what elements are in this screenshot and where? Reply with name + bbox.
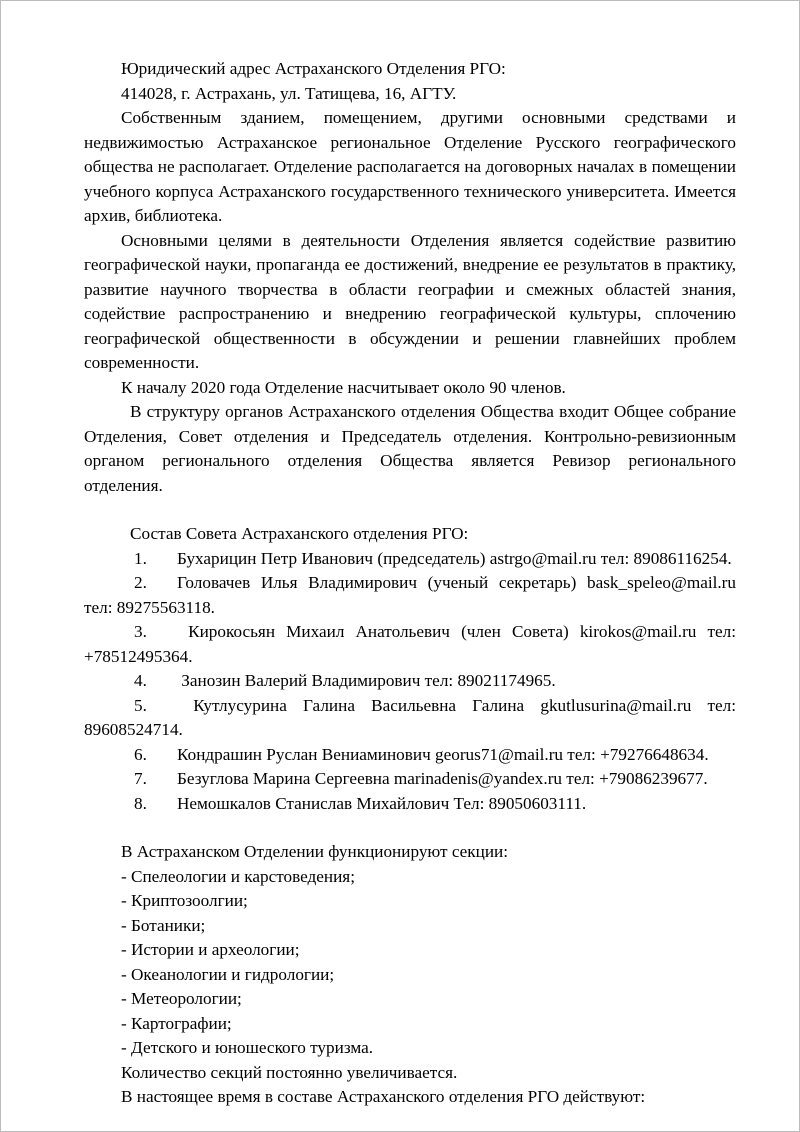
list-item: - Детского и юношеского туризма.	[121, 1038, 374, 1057]
paragraph-structure: В структуру органов Астраханского отделения Общества входит Общее собрание Отделения, Совет отделения и Председатель отделения. Контрольно-ревизионным органом регионального отделения Общества является Ревизор регионального отделения.	[84, 402, 736, 495]
list-item: - Океанологии и гидрологии;	[121, 964, 335, 984]
spacer	[84, 498, 736, 522]
council-member-number: 5.	[134, 695, 147, 715]
council-member-number: 6.	[134, 744, 147, 764]
list-item: - Криптозоолгии;	[121, 891, 248, 910]
council-member	[84, 694, 736, 743]
sections-growing-note: Количество секций постоянно увеличивается.	[121, 1062, 458, 1082]
council-member-number: 1.	[134, 548, 147, 568]
sections-heading: В Астраханском Отделении функционируют секции:	[121, 842, 509, 861]
paragraph-goals: Основными целями в деятельности Отделения является содействие развитию географической науки, пропаганда ее достижений, внедрение ее результатов в практику, развитие научного творчества в области географии и смежных областей знания, содействие распространению и внедрению географической культуры, сплочению географической общественности в обсуждении и решении главнейших проблем современности.	[84, 230, 736, 372]
council-member	[84, 669, 736, 694]
council-member-number: 8.	[134, 793, 147, 813]
council-member	[84, 571, 736, 620]
council-heading: Состав Совета Астраханского отделения РГО:	[130, 524, 469, 543]
list-item: - Спелеологии и карстоведения;	[121, 866, 355, 886]
council-member-text: Кутлусурина Галина Васильевна Галина gkutlusurina@mail.ru тел: 89608524714.	[84, 695, 736, 739]
council-member-text: Кондрашин Руслан Вениаминович georus71@mail.ru тел: +79276648634.	[177, 744, 709, 764]
council-member-text: Бухарицин Петр Иванович (председатель) astrgo@mail.ru тел: 89086116254.	[177, 548, 732, 568]
council-member-number: 3.	[134, 622, 147, 641]
council-member-text: Занозин Валерий Владимирович тел: 89021174965.	[177, 671, 556, 690]
council-member-text: Немошкалов Станислав Михайлович Тел: 89050603111.	[177, 793, 587, 813]
council-member-number: 4.	[134, 671, 147, 690]
council-list	[84, 547, 736, 817]
document-body	[84, 57, 736, 1110]
list-item: - Ботаники;	[121, 915, 206, 935]
paragraph-members: К началу 2020 года Отделение насчитывает около 90 членов.	[121, 377, 566, 397]
list-item: - Истории и археологии;	[121, 940, 300, 959]
council-member-text: Головачев Илья Владимирович (ученый секретарь) bask_speleo@mail.ru тел: 89275563118.	[84, 573, 736, 617]
spacer	[84, 816, 736, 840]
council-member	[84, 792, 736, 817]
council-member-number: 2.	[134, 573, 147, 592]
council-member	[84, 743, 736, 768]
council-member	[84, 767, 736, 792]
sections-list	[84, 865, 736, 1061]
list-item: - Метеорологии;	[121, 989, 242, 1008]
paragraph-property: Собственным зданием, помещением, другими основными средствами и недвижимостью Астраханское региональное Отделение Русского географического общества не располагает. Отделение располагается на договорных началах в помещении учебного корпуса Астраханского государственного технического университета. Имеется архив, библиотека.	[84, 108, 736, 225]
council-member-number: 7.	[134, 769, 147, 788]
legal-address: 414028, г. Астрахань, ул. Татищева, 16, АГТУ.	[121, 83, 457, 103]
council-member-text: Безуглова Марина Сергеевна marinadenis@yandex.ru тел: +79086239677.	[177, 769, 708, 788]
closing-line: В настоящее время в составе Астраханского отделения РГО действуют:	[121, 1087, 646, 1106]
council-member-text: Кирокосьян Михаил Анатольевич (член Совета) kirokos@mail.ru тел: +78512495364.	[84, 622, 736, 666]
council-member	[84, 620, 736, 669]
list-item: - Картографии;	[121, 1013, 232, 1033]
legal-address-label: Юридический адрес Астраханского Отделения РГО:	[121, 59, 506, 78]
council-member	[84, 547, 736, 572]
